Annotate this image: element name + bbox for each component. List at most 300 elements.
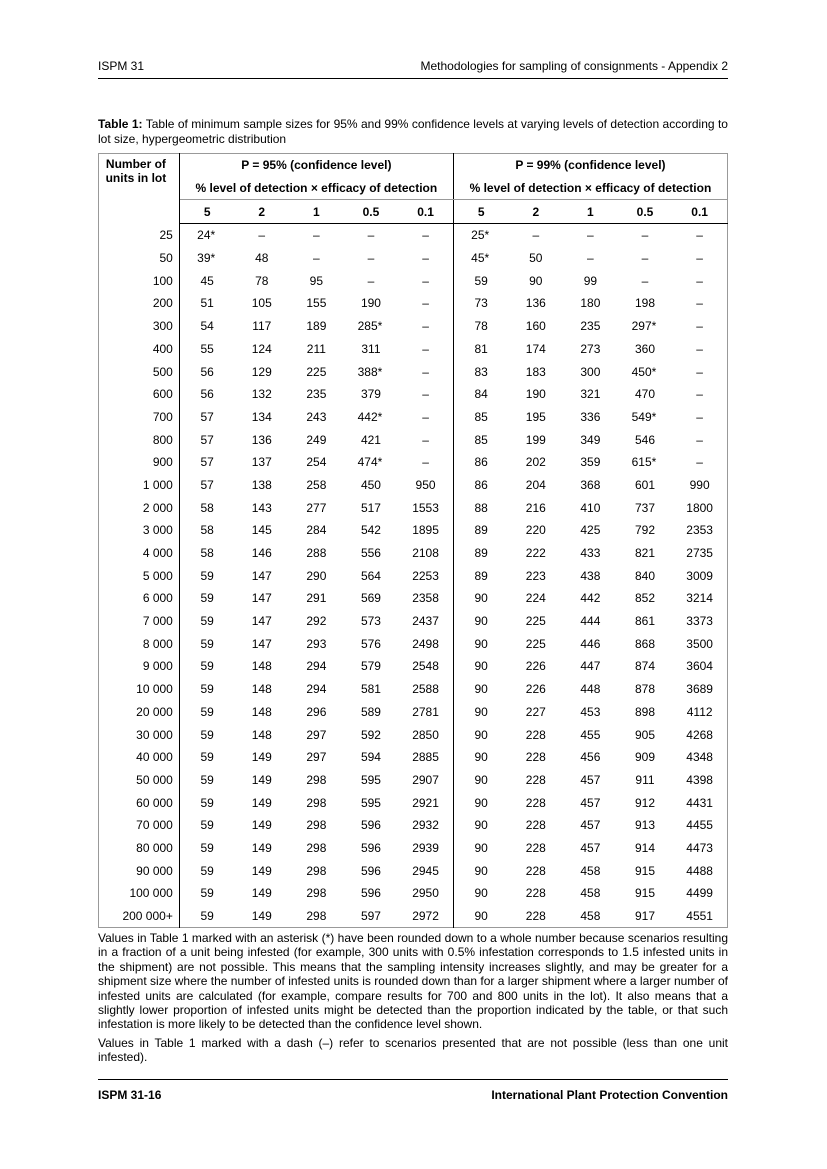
sample-size-cell: 59 xyxy=(200,614,214,629)
sample-size-cell: – xyxy=(641,251,649,266)
table-row xyxy=(99,292,728,315)
lot-size-cell: 25 xyxy=(99,224,180,247)
sample-size-cell: 852 xyxy=(634,591,655,606)
caption-text: Table of minimum sample sizes for 95% and 99% confidence levels at varying levels of detection according to lot size, hypergeometric distribution xyxy=(98,117,728,146)
sample-size-cell: 4398 xyxy=(686,772,713,787)
sample-size-cell: 132 xyxy=(251,387,272,402)
sample-size-cell: 470 xyxy=(634,387,655,402)
sample-size-cell: 90 xyxy=(474,659,488,674)
sample-size-cell: 292 xyxy=(306,614,327,629)
sample-size-cell: 222 xyxy=(525,546,546,561)
sample-size-cell: 2932 xyxy=(398,814,453,837)
sample-size-cell: 569 xyxy=(360,591,381,606)
sample-size-cell: 83 xyxy=(474,364,488,379)
sample-size-cell: 3500 xyxy=(686,636,713,651)
sample-size-cell: 4455 xyxy=(686,818,713,833)
sample-size-cell: 595 xyxy=(360,772,381,787)
sample-size-cell: – xyxy=(367,273,375,288)
sample-size-cell: 136 xyxy=(525,296,546,311)
sample-size-cell: 438 xyxy=(580,568,601,583)
sample-size-cell: 59 xyxy=(200,863,214,878)
sample-size-cell: 149 xyxy=(251,909,272,924)
sample-size-cell: 174 xyxy=(525,341,546,356)
table-row xyxy=(99,428,728,451)
sample-size-cell: 137 xyxy=(251,455,272,470)
sample-size-cell: 220 xyxy=(525,523,546,538)
column-header: 1 xyxy=(563,200,618,224)
table-notes xyxy=(98,931,728,1069)
sample-size-cell: 148 xyxy=(251,727,272,742)
sample-size-cell: 457 xyxy=(580,818,601,833)
sample-size-cell: 601 xyxy=(634,477,655,492)
sample-size-cell: 298 xyxy=(306,886,327,901)
sample-size-cell: – xyxy=(313,251,320,266)
sample-size-cell: 581 xyxy=(360,682,381,697)
sample-size-cell: 198 xyxy=(634,296,655,311)
table-column-header-row xyxy=(99,200,728,224)
sample-size-cell: 453 xyxy=(580,704,601,719)
sample-size-cell: 4551 xyxy=(686,909,713,924)
sample-size-cell: 564 xyxy=(360,568,381,583)
sample-size-cell: 277 xyxy=(306,500,327,515)
sample-size-cell: 225 xyxy=(525,636,546,651)
sample-size-cell: 59 xyxy=(200,795,214,810)
sample-size-cell: 183 xyxy=(525,364,546,379)
lot-size-cell: 3 000 xyxy=(99,519,180,542)
table-row xyxy=(99,678,728,701)
sample-size-cell: – xyxy=(398,315,453,338)
sample-size-cell: 874 xyxy=(634,659,655,674)
sample-size-cell: 228 xyxy=(525,795,546,810)
lot-size-cell: 5 000 xyxy=(99,564,180,587)
sample-size-cell: 576 xyxy=(360,636,381,651)
sample-size-cell: 579 xyxy=(360,659,381,674)
sample-size-cell: 421 xyxy=(360,432,381,447)
table-row xyxy=(99,632,728,655)
sample-size-cell: 136 xyxy=(251,432,272,447)
sample-size-cell: 297 xyxy=(306,727,327,742)
table-row xyxy=(99,791,728,814)
sample-size-cell: 90 xyxy=(474,909,488,924)
sample-size-cell: – xyxy=(258,228,266,243)
sample-size-cell: 2781 xyxy=(398,701,453,724)
lot-size-cell: 60 000 xyxy=(99,791,180,814)
sample-size-cell: 4473 xyxy=(686,840,713,855)
header-section-title: Methodologies for sampling of consignments - Appendix 2 xyxy=(420,59,728,73)
sample-size-cell: 3689 xyxy=(686,682,713,697)
sample-size-cell: 300 xyxy=(580,364,601,379)
sample-size-cell: 2735 xyxy=(686,546,713,561)
sample-size-cell: 254 xyxy=(306,455,327,470)
sample-size-cell: 225 xyxy=(525,614,546,629)
sample-size-cell: 360 xyxy=(634,341,655,356)
column-header: 0.5 xyxy=(344,200,399,224)
sample-size-cell: 2950 xyxy=(398,882,453,905)
sample-size-cell: 297* xyxy=(631,319,657,334)
sample-size-cell: 450 xyxy=(360,477,381,492)
sample-size-cell: 915 xyxy=(634,886,655,901)
sample-size-cell: 288 xyxy=(306,546,327,561)
sample-size-cell: 2850 xyxy=(398,723,453,746)
lot-size-cell: 7 000 xyxy=(99,610,180,633)
sample-size-cell: 59 xyxy=(474,273,488,288)
sample-size-cell: 913 xyxy=(634,818,655,833)
lot-column-header: Number of units in lot xyxy=(99,154,180,224)
sample-size-cell: 85 xyxy=(474,409,488,424)
column-header: 2 xyxy=(234,200,289,224)
sample-size-cell: 556 xyxy=(360,546,381,561)
subgroup-header-95: % level of detection × efficacy of detection xyxy=(179,177,453,200)
sample-size-cell: 2498 xyxy=(398,632,453,655)
sample-size-cell: 90 xyxy=(474,591,488,606)
sample-size-cell: 59 xyxy=(200,750,214,765)
sample-size-cell: 59 xyxy=(200,818,214,833)
sample-size-cell: – xyxy=(696,387,703,402)
sample-size-cell: – xyxy=(696,455,703,470)
sample-size-cell: – xyxy=(587,251,594,266)
sample-size-cell: 456 xyxy=(580,750,601,765)
sample-size-cell: 298 xyxy=(306,840,327,855)
sample-size-cell: 58 xyxy=(200,500,214,515)
sample-size-cell: 78 xyxy=(255,273,269,288)
sample-size-cell: 2358 xyxy=(398,587,453,610)
table-row xyxy=(99,269,728,292)
sample-size-cell: 284 xyxy=(306,523,327,538)
table-row xyxy=(99,406,728,429)
sample-size-cell: 59 xyxy=(200,727,214,742)
sample-size-cell: 24* xyxy=(197,228,216,243)
lot-size-cell: 40 000 xyxy=(99,746,180,769)
sample-size-cell: 57 xyxy=(200,455,214,470)
table-row xyxy=(99,723,728,746)
caption-label: Table 1: xyxy=(98,117,143,131)
sample-size-cell: 105 xyxy=(251,296,272,311)
sample-size-cell: 90 xyxy=(474,818,488,833)
sample-size-cell: – xyxy=(367,251,375,266)
sample-size-cell: 2437 xyxy=(398,610,453,633)
sample-size-cell: 2885 xyxy=(398,746,453,769)
sample-size-cell: 1895 xyxy=(398,519,453,542)
sample-size-cell: 59 xyxy=(200,636,214,651)
sample-size-cell: 145 xyxy=(251,523,272,538)
sample-size-cell: 737 xyxy=(634,500,655,515)
sample-size-cell: 90 xyxy=(474,750,488,765)
sample-size-cell: 311 xyxy=(361,341,381,356)
table-row xyxy=(99,610,728,633)
lot-size-cell: 10 000 xyxy=(99,678,180,701)
sample-size-cell: 597 xyxy=(360,909,381,924)
sample-size-cell: 243 xyxy=(306,409,327,424)
sample-size-cell: 199 xyxy=(525,432,546,447)
lot-size-cell: 20 000 xyxy=(99,701,180,724)
lot-size-cell: 700 xyxy=(99,406,180,429)
sample-size-cell: 388* xyxy=(357,364,383,379)
sample-size-cell: 542 xyxy=(360,523,381,538)
sample-size-cell: 517 xyxy=(360,500,381,515)
sample-size-cell: 211 xyxy=(306,341,326,356)
table-row xyxy=(99,474,728,497)
sample-size-cell: 223 xyxy=(525,568,546,583)
sample-size-cell: 48 xyxy=(255,251,269,266)
sample-size-cell: 950 xyxy=(398,474,453,497)
sample-size-cell: 905 xyxy=(634,727,655,742)
table-row xyxy=(99,564,728,587)
note-paragraph: Values in Table 1 marked with a dash (–) refer to scenarios presented that are not possible (less than one unit infested). xyxy=(98,1035,728,1065)
sample-size-cell: 2972 xyxy=(398,905,453,928)
lot-size-cell: 500 xyxy=(99,360,180,383)
table-row xyxy=(99,814,728,837)
sample-size-cell: 86 xyxy=(474,477,488,492)
page-header xyxy=(98,58,728,79)
sample-size-cell: 457 xyxy=(580,840,601,855)
sample-size-cell: 90 xyxy=(474,704,488,719)
sample-size-cell: 3373 xyxy=(686,614,713,629)
sample-size-cell: 474* xyxy=(357,455,383,470)
sample-size-cell: 180 xyxy=(580,296,601,311)
sample-size-cell: 149 xyxy=(251,750,272,765)
sample-size-cell: – xyxy=(696,296,703,311)
sample-size-cell: 50 xyxy=(529,251,543,266)
sample-size-cell: 249 xyxy=(306,432,327,447)
sample-size-cell: – xyxy=(398,428,453,451)
sample-size-cell: 195 xyxy=(525,409,546,424)
sample-size-cell: 294 xyxy=(306,659,327,674)
sample-size-cell: 433 xyxy=(580,546,601,561)
sample-size-cell: 149 xyxy=(251,772,272,787)
subgroup-header-99: % level of detection × efficacy of detection xyxy=(453,177,727,200)
sample-size-cell: 442* xyxy=(357,409,383,424)
sample-size-cell: 425 xyxy=(580,523,601,538)
sample-size-cell: 615* xyxy=(631,455,657,470)
sample-size-cell: 4348 xyxy=(686,750,713,765)
note-paragraph: Values in Table 1 marked with an asterisk (*) have been rounded down to a whole number because scenarios resulting in a fraction of a unit being infested (for example, 300 units with 0.5% infestation corresponds to 1.5 infested units in the shipment) are not possible. This means that the sampling intensity increases slightly, and may be greater for a shipment size where the number of infested units is rounded down than for a larger shipment where a larger number of infested units are calculated (for example, compare results for 700 and 800 units in the lot). It also means that a slightly lower proportion of infested units might be detected than the proportion indicated by the table, or that such infestation is more likely to be detected than the confidence level shown. xyxy=(98,931,728,1032)
sample-size-cell: 549* xyxy=(631,409,657,424)
sample-size-cell: 55 xyxy=(200,341,214,356)
sample-size-cell: 379 xyxy=(360,387,381,402)
sample-size-cell: 25* xyxy=(471,228,490,243)
sample-size-cell: 914 xyxy=(634,840,655,855)
sample-size-cell: 2588 xyxy=(398,678,453,701)
column-header: 2 xyxy=(509,200,564,224)
sample-size-cell: – xyxy=(313,228,320,243)
sample-size-cell: 4499 xyxy=(686,886,713,901)
sample-size-cell: 149 xyxy=(251,886,272,901)
sample-size-cell: 2548 xyxy=(398,655,453,678)
sample-size-cell: 840 xyxy=(634,568,655,583)
lot-size-cell: 300 xyxy=(99,315,180,338)
sample-size-cell: 59 xyxy=(200,591,214,606)
sample-size-cell: 298 xyxy=(306,863,327,878)
sample-size-cell: 149 xyxy=(251,840,272,855)
sample-size-cell: 143 xyxy=(251,500,272,515)
sample-size-cell: 458 xyxy=(580,863,601,878)
sample-size-cell: 58 xyxy=(200,523,214,538)
sample-size-cell: 447 xyxy=(580,659,601,674)
sample-size-cell: 228 xyxy=(525,772,546,787)
sample-size-cell: 59 xyxy=(200,682,214,697)
sample-size-cell: 146 xyxy=(251,546,272,561)
lot-size-cell: 6 000 xyxy=(99,587,180,610)
sample-size-cell: 458 xyxy=(580,886,601,901)
footer-organization: International Plant Protection Convention xyxy=(491,1088,728,1102)
sample-size-cell: 59 xyxy=(200,886,214,901)
sample-size-cell: 90 xyxy=(474,840,488,855)
sample-size-cell: – xyxy=(641,228,649,243)
sample-size-cell: 225 xyxy=(306,364,327,379)
sample-size-cell: – xyxy=(398,360,453,383)
sample-size-cell: – xyxy=(696,319,703,334)
sample-size-cell: 89 xyxy=(474,523,488,538)
sample-size-cell: 2945 xyxy=(398,859,453,882)
table-row xyxy=(99,383,728,406)
sample-size-cell: 878 xyxy=(634,682,655,697)
lot-size-cell: 400 xyxy=(99,338,180,361)
sample-size-cell: 596 xyxy=(360,818,381,833)
lot-size-cell: 50 000 xyxy=(99,769,180,792)
sample-size-cell: 911 xyxy=(635,772,655,787)
table-row xyxy=(99,769,728,792)
sample-size-cell: 450* xyxy=(631,364,657,379)
sample-size-cell: – xyxy=(398,338,453,361)
sample-size-cell: 298 xyxy=(306,795,327,810)
lot-size-cell: 70 000 xyxy=(99,814,180,837)
sample-size-cell: – xyxy=(367,228,375,243)
lot-size-cell: 100 000 xyxy=(99,882,180,905)
sample-size-cell: 59 xyxy=(200,568,214,583)
column-header: 0.1 xyxy=(672,200,727,224)
sample-size-cell: – xyxy=(398,269,453,292)
sample-size-cell: 160 xyxy=(525,319,546,334)
lot-size-cell: 100 xyxy=(99,269,180,292)
sample-size-cell: 457 xyxy=(580,772,601,787)
sample-size-cell: – xyxy=(696,228,703,243)
sample-size-cell: 90 xyxy=(474,772,488,787)
sample-size-cell: 117 xyxy=(252,319,272,334)
lot-size-cell: 50 xyxy=(99,247,180,270)
sample-size-cell: 226 xyxy=(525,682,546,697)
sample-size-cell: 4488 xyxy=(686,863,713,878)
sample-size-cell: 59 xyxy=(200,840,214,855)
sample-size-cell: 3604 xyxy=(686,659,713,674)
sample-size-cell: 228 xyxy=(525,750,546,765)
sample-size-cell: 596 xyxy=(360,840,381,855)
column-header: 0.1 xyxy=(398,200,453,224)
sample-size-cell: 2907 xyxy=(398,769,453,792)
sample-size-cell: 59 xyxy=(200,909,214,924)
table-row xyxy=(99,360,728,383)
sample-size-cell: – xyxy=(696,251,703,266)
sample-size-cell: – xyxy=(398,451,453,474)
sample-size-cell: 81 xyxy=(474,341,488,356)
sample-size-cell: – xyxy=(696,341,703,356)
sample-size-cell: 2108 xyxy=(398,542,453,565)
sample-size-cell: 149 xyxy=(251,863,272,878)
sample-size-cell: 148 xyxy=(251,659,272,674)
table-row xyxy=(99,519,728,542)
sample-size-cell: 90 xyxy=(474,863,488,878)
sample-size-cell: 57 xyxy=(200,477,214,492)
sample-size-cell: 190 xyxy=(525,387,546,402)
sample-size-cell: 89 xyxy=(474,546,488,561)
sample-size-cell: 2921 xyxy=(398,791,453,814)
sample-size-cell: 898 xyxy=(634,704,655,719)
sample-size-cell: 57 xyxy=(200,409,214,424)
sample-size-cell: 990 xyxy=(689,477,710,492)
sample-size-cell: 90 xyxy=(474,682,488,697)
sample-size-cell: 58 xyxy=(200,546,214,561)
lot-size-cell: 30 000 xyxy=(99,723,180,746)
sample-size-cell: 448 xyxy=(580,682,601,697)
sample-size-cell: 147 xyxy=(251,591,272,606)
sample-size-cell: 455 xyxy=(580,727,601,742)
sample-size-cell: 147 xyxy=(251,568,272,583)
page-footer xyxy=(98,1079,728,1102)
sample-size-cell: 89 xyxy=(474,568,488,583)
sample-size-cell: 39* xyxy=(197,251,216,266)
lot-size-cell: 800 xyxy=(99,428,180,451)
sample-size-cell: 85 xyxy=(474,432,488,447)
sample-size-cell: 90 xyxy=(474,727,488,742)
sample-size-cell: 546 xyxy=(634,432,655,447)
sample-size-cell: 442 xyxy=(580,591,601,606)
sample-size-cell: 86 xyxy=(474,455,488,470)
sample-size-cell: 4112 xyxy=(686,704,713,719)
sample-size-cell: 54 xyxy=(200,319,214,334)
sample-size-cell: 224 xyxy=(525,591,546,606)
lot-size-cell: 80 000 xyxy=(99,837,180,860)
sample-size-cell: – xyxy=(696,364,703,379)
sample-size-cell: 1553 xyxy=(398,496,453,519)
lot-size-cell: 900 xyxy=(99,451,180,474)
header-standard-id: ISPM 31 xyxy=(98,59,145,73)
sample-size-cell: 73 xyxy=(474,296,488,311)
sample-size-cell: 45* xyxy=(471,251,490,266)
sample-size-cell: 596 xyxy=(360,886,381,901)
table-row xyxy=(99,315,728,338)
sample-size-cell: 149 xyxy=(251,818,272,833)
sample-size-cell: 792 xyxy=(634,523,655,538)
sample-size-cell: 147 xyxy=(251,614,272,629)
group-header-99: P = 99% (confidence level) xyxy=(515,158,666,173)
table-header-group-row xyxy=(99,154,728,177)
sample-size-cell: 592 xyxy=(360,727,381,742)
sample-size-cell: 45 xyxy=(200,273,214,288)
sample-size-cell: 57 xyxy=(200,432,214,447)
sample-size-cell: 202 xyxy=(525,455,546,470)
lot-size-cell: 8 000 xyxy=(99,632,180,655)
sample-size-cell: 296 xyxy=(306,704,327,719)
table-row xyxy=(99,451,728,474)
lot-size-cell: 200 xyxy=(99,292,180,315)
sample-size-cell: 228 xyxy=(525,840,546,855)
group-header-95: P = 95% (confidence level) xyxy=(179,154,453,177)
sample-size-cell: 235 xyxy=(306,387,327,402)
sample-size-cell: 3214 xyxy=(686,591,713,606)
sample-size-cell: 56 xyxy=(200,364,214,379)
sample-size-cell: 148 xyxy=(251,704,272,719)
sample-size-cell: 294 xyxy=(306,682,327,697)
sample-size-cell: 290 xyxy=(306,568,327,583)
lot-size-cell: 1 000 xyxy=(99,474,180,497)
sample-size-cell: 226 xyxy=(525,659,546,674)
sample-size-cell: 90 xyxy=(474,636,488,651)
lot-size-cell: 2 000 xyxy=(99,496,180,519)
lot-size-cell: 4 000 xyxy=(99,542,180,565)
table-row xyxy=(99,338,728,361)
sample-size-cell: – xyxy=(398,383,453,406)
sample-size-cell: 88 xyxy=(474,500,488,515)
sample-size-cell: 595 xyxy=(360,795,381,810)
